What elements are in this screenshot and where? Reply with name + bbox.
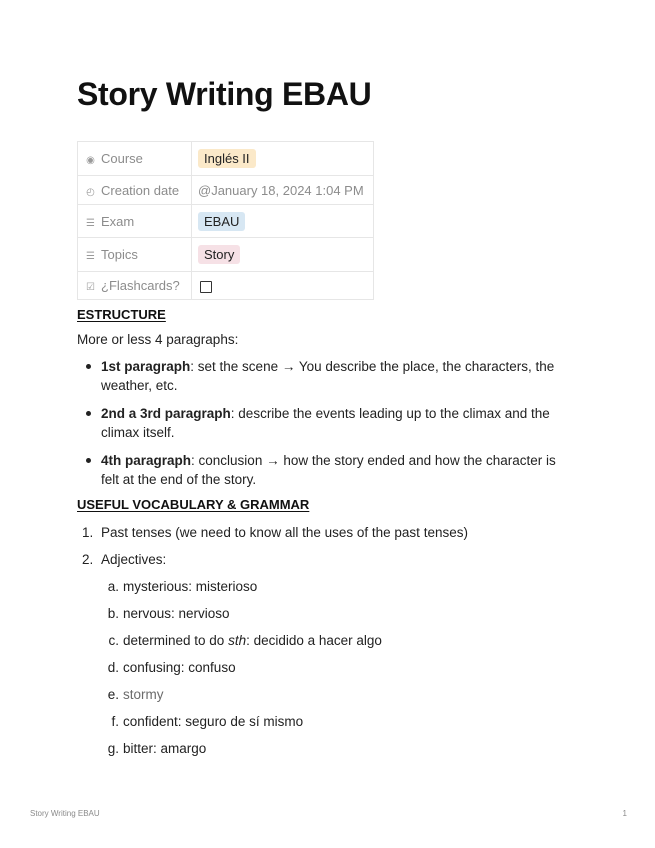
vocabulary-heading: USEFUL VOCABULARY & GRAMMAR <box>77 497 310 512</box>
checkbox-icon: ☑ <box>86 282 95 293</box>
item-letter: e. <box>107 687 119 702</box>
adjective-item <box>101 685 597 704</box>
item-text: stormy <box>123 687 164 702</box>
list-item <box>77 404 577 442</box>
flashcards-checkbox[interactable] <box>200 281 212 293</box>
property-row-topics <box>78 238 374 272</box>
creation-date-value: @January 18, 2024 1:04 PM <box>198 182 364 198</box>
item-bold: 1st paragraph <box>101 359 191 374</box>
properties-table <box>77 141 374 300</box>
item-text: mysterious: misterioso <box>123 579 258 594</box>
adjective-item <box>101 658 597 677</box>
property-label: Exam <box>101 213 135 229</box>
adjectives-list <box>101 577 597 758</box>
item-text: : decidido a hacer algo <box>246 633 382 648</box>
item-letter: c. <box>108 633 119 648</box>
footer-title: Story Writing EBAU <box>30 809 100 818</box>
item-text: Adjectives: <box>101 552 167 567</box>
list-item <box>77 550 597 758</box>
item-number: 1. <box>82 525 94 540</box>
list-item <box>77 523 597 542</box>
property-row-flashcards <box>78 272 374 300</box>
item-bold: 4th paragraph <box>101 453 192 468</box>
item-letter: b. <box>107 606 119 621</box>
adjective-item <box>101 739 597 758</box>
item-letter: g. <box>107 741 119 756</box>
item-letter: d. <box>107 660 119 675</box>
item-text: : set the scene → You describe the place, the characters, the weather, etc. <box>101 359 555 393</box>
item-letter: a. <box>107 579 119 594</box>
item-letter: f. <box>111 714 119 729</box>
item-text: nervous: nervioso <box>123 606 230 621</box>
structure-intro: More or less 4 paragraphs: <box>77 332 239 347</box>
exam-tag[interactable]: EBAU <box>198 212 245 231</box>
property-label: Creation date <box>101 182 180 198</box>
topics-tag[interactable]: Story <box>198 245 240 264</box>
item-text: : conclusion → how the story ended and how the character is felt at the end of the story. <box>101 453 556 487</box>
vocabulary-list <box>77 523 597 766</box>
property-row-creation-date <box>78 176 374 205</box>
clock-icon: ◴ <box>86 186 95 198</box>
adjective-item <box>101 577 597 596</box>
property-label: Course <box>101 151 143 166</box>
page-title: Story Writing EBAU <box>77 76 372 112</box>
list-icon: ☰ <box>86 217 95 229</box>
item-italic: sth <box>228 633 247 648</box>
adjective-item <box>101 631 597 650</box>
item-text: confident: seguro de sí mismo <box>123 714 304 729</box>
list-item <box>77 451 577 489</box>
item-text: : describe the events leading up to the climax and the climax itself. <box>101 406 550 440</box>
item-text: Past tenses (we need to know all the uses of the past tenses) <box>101 525 468 540</box>
radio-icon: ◉ <box>86 155 95 166</box>
item-bold: 2nd a 3rd paragraph <box>101 406 231 421</box>
list-icon: ☰ <box>86 251 95 262</box>
item-text: confusing: confuso <box>123 660 236 675</box>
property-label: ¿Flashcards? <box>101 278 180 293</box>
adjective-item <box>101 712 597 731</box>
structure-list <box>77 357 577 498</box>
item-text: bitter: amargo <box>123 741 207 756</box>
property-row-course <box>78 142 374 176</box>
property-row-exam <box>78 205 374 238</box>
item-number: 2. <box>82 552 94 567</box>
adjective-item <box>101 604 597 623</box>
structure-heading: ESTRUCTURE <box>77 307 166 322</box>
course-tag[interactable]: Inglés II <box>198 149 256 168</box>
list-item <box>77 357 577 395</box>
property-label: Topics <box>101 247 138 262</box>
page-number: 1 <box>622 809 627 818</box>
item-text: determined to do <box>123 633 229 648</box>
